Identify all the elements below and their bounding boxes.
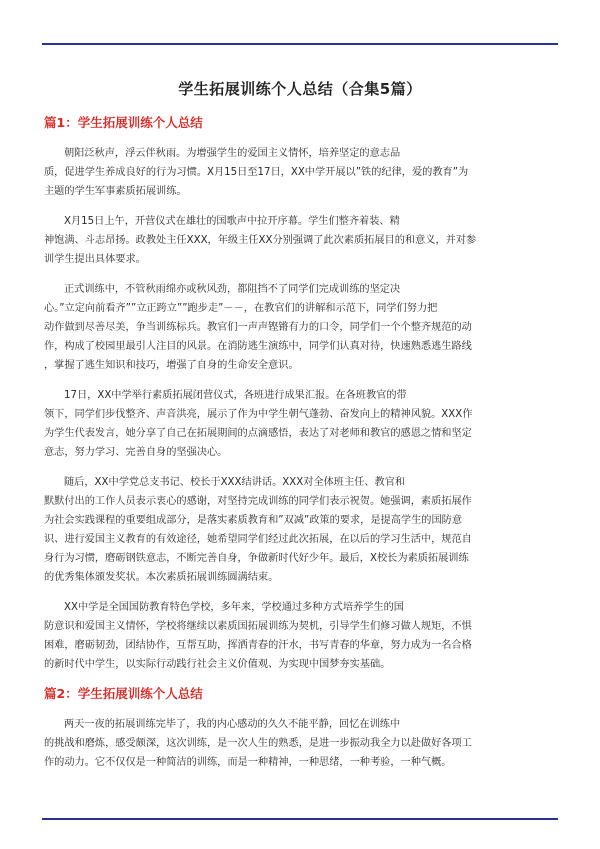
paragraph-line: 为学生代表发言，她分享了自己在拓展期间的点滴感悟，表达了对老师和教官的感恩之情和坚定 bbox=[44, 428, 472, 439]
paragraph-line: 意志，努力学习、完善自身的坚强决心。 bbox=[44, 447, 228, 458]
paragraph-line: 为社会实践课程的重要组成部分，是落实素质教育和”双减”政策的要求，是提高学生的国防意 bbox=[44, 515, 463, 526]
paragraph-line: 正式训练中，不管秋雨绵亦或秋风劲，都阻挡不了同学们完成训练的坚定决 bbox=[64, 284, 401, 295]
paragraph bbox=[44, 598, 556, 674]
paragraph-line: 质，促进学生养成良好的行为习惯。X月15日至17日，XX中学开展以”铁的纪律，爱的教育”为 bbox=[44, 167, 469, 178]
paragraph-line: X月15日上午，开营仪式在雄壮的国歌声中拉开序幕。学生们整齐着装、精 bbox=[64, 216, 400, 227]
paragraph-line: 随后，XX中学党总支书记、校长于XXX结讲话。XXX对全体班主任、教官和 bbox=[64, 477, 406, 488]
paragraph-line: 的新时代中学生，以实际行动践行社会主义价值观、为实现中国梦夯实基础。 bbox=[44, 659, 391, 670]
paragraph-line: 17日，XX中学举行素质拓展闭营仪式，各班进行成果汇报。在各班教官的带 bbox=[64, 390, 407, 401]
header-rule bbox=[42, 43, 558, 45]
paragraph-line: 领下，同学们步伐整齐、声音洪亮，展示了作为中学生朝气蓬勃、奋发向上的精神风貌。XXX作 bbox=[44, 409, 473, 420]
document-body bbox=[44, 114, 556, 783]
paragraph-line: 主题的学生军事素质拓展训练。 bbox=[44, 186, 187, 197]
paragraph-line: ，掌握了逃生知识和技巧，增强了自身的生命安全意识。 bbox=[44, 360, 299, 371]
paragraph-line: XX中学是全国国防教育特色学校，多年来，学校通过多种方式培养学生的国 bbox=[64, 602, 404, 613]
section-2 bbox=[44, 685, 556, 772]
paragraph-line: 作，构成了校园里最引人注目的风景。在消防逃生演练中，同学们认真对待，快速熟悉逃生路线 bbox=[44, 341, 472, 352]
paragraph-line: 心。”立定向前看齐””立正跨立””跑步走”－－，在教官们的讲解和示范下，同学们努力把 bbox=[44, 303, 438, 314]
paragraph bbox=[44, 144, 556, 201]
footer-rule bbox=[42, 818, 558, 820]
section-heading: 篇1：学生拓展训练个人总结 bbox=[44, 115, 203, 130]
paragraph-line: 动作做到尽善尽美，争当训练标兵。教官们一声声铿锵有力的口令，同学们一个个整齐规范的动 bbox=[44, 322, 472, 333]
paragraph-line: 作的动力。它不仅仅是一种简洁的训练，而是一种精神，一种思绪，一种考验，一种气概。 bbox=[44, 757, 452, 768]
paragraph-line: 默默付出的工作人员表示衷心的感谢，对坚持完成训练的同学们表示祝贺。她强调，素质拓展作 bbox=[44, 496, 472, 507]
paragraph-line: 防意识和爱国主义情怀，学校将继续以素质国拓展训练为契机，引导学生们修习做人规矩，不惧 bbox=[44, 621, 472, 632]
paragraph-line: 朝阳泛秋声，浮云伴秋雨。为增强学生的爱国主义情怀，培养坚定的意志品 bbox=[64, 148, 401, 159]
paragraph bbox=[44, 280, 556, 375]
section-1 bbox=[44, 114, 556, 674]
paragraph bbox=[44, 386, 556, 462]
paragraph-line: 的优秀集体颁发奖状。本次素质拓展训练圆满结束。 bbox=[44, 572, 279, 583]
document-title: 学生拓展训练个人总结（合集5篇） bbox=[178, 80, 422, 98]
paragraph bbox=[44, 473, 556, 587]
paragraph-line: 训学生提出具体要求。 bbox=[44, 254, 146, 265]
paragraph-line: 识、进行爱国主义教育的有效途径，她希望同学们经过此次拓展，在以后的学习生活中，规范自 bbox=[44, 534, 472, 545]
paragraph-line: 困难，磨砺韧劲，团结协作，互帮互助，挥洒青春的汗水，书写青春的华章，努力成为一名合格 bbox=[44, 640, 472, 651]
paragraph-line: 神饱满、斗志昂扬。政教处主任XXX，年级主任XX分别强调了此次素质拓展目的和意义，并对参 bbox=[44, 235, 477, 246]
section-heading: 篇2：学生拓展训练个人总结 bbox=[44, 686, 203, 701]
paragraph-line: 两天一夜的拓展训练完毕了，我的内心感动的久久不能平静，回忆在训练中 bbox=[64, 719, 401, 730]
paragraph bbox=[44, 212, 556, 269]
paragraph-line: 身行为习惯，磨砺钢铁意志，不断完善自身，争做新时代好少年。最后，X校长为素质拓展训练 bbox=[44, 553, 469, 564]
paragraph-line: 的挑战和磨炼，感受颇深，这次训练，是一次人生的熟悉，是进一步振动我全力以赴做好各项工 bbox=[44, 738, 472, 749]
paragraph bbox=[44, 715, 556, 772]
